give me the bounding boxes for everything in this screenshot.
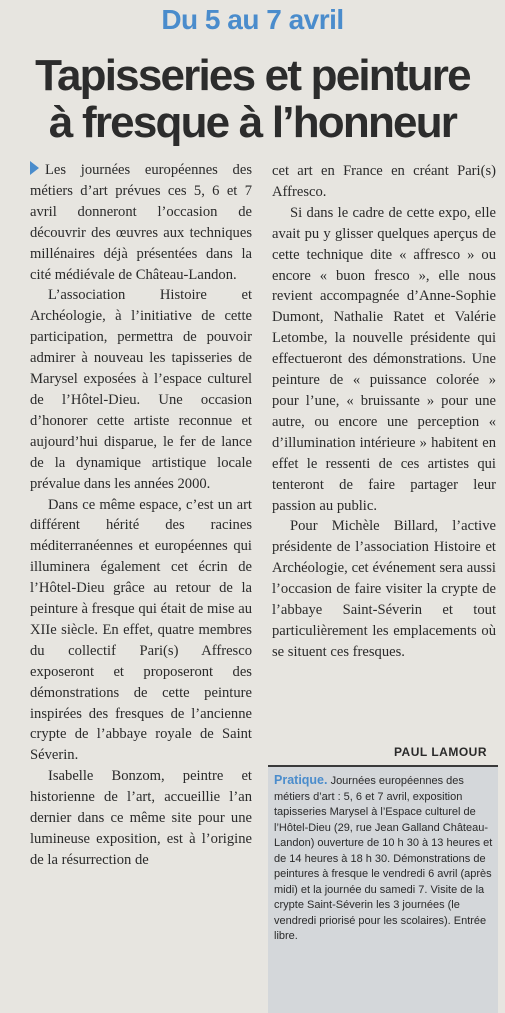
paragraph: cet art en France en créant Pari(s) Affresco. [272, 163, 496, 200]
paragraph: L’association Histoire et Archéologie, à l’initiative de cette participation, permettra de pouvoir admirer à nouveau les tapisseries de Marysel exposées à l’espace culturel de l’Hôtel-Dieu. Une occasion d’honorer cette artiste reconnue et aujourd’hui disparue, le fer de lance de la dynamique artistique locale prévalue dans les années 2000. [30, 287, 252, 492]
paragraph [30, 160, 252, 285]
info-box [268, 765, 498, 1013]
left-column [30, 160, 252, 871]
triangle-bullet-icon [30, 161, 39, 175]
paragraph: Dans ce même espace, c’est un art différent hérité des racines méditerranéennes et européennes qui illuminera également cet écrin de l’Hôtel-Dieu grâce au retour de la peinture à fresque qui était de mise au XIIe siècle. En effet, quatre membres du collectif Pari(s) Affresco exposeront et proposeront des démonstrations de cette peinture inspirées des fresques de l’ancienne crypte de l’abbaye royale de Saint Séverin. [30, 496, 252, 764]
headline [10, 52, 495, 146]
headline-line-1: Tapisseries et peinture [35, 51, 470, 100]
right-column [272, 161, 496, 663]
author-byline: PAUL LAMOUR [393, 745, 487, 759]
paragraph: Pour Michèle Billard, l’active présidente de l’association Histoire et Archéologie, cet événement sera aussi l’occasion de faire visiter la crypte de l’abbaye Saint-Séverin et tout particulièrement les emplacements où se situent ces fresques. [272, 518, 496, 660]
info-text: Journées européennes des métiers d’art : 5, 6 et 7 avril, exposition tapisseries Marysel à l’Espace culturel de l’Hôtel-Dieu (29, rue Jean Galland Château-Landon) ouverture de 10 h 30 à 13 heures et de 14 heures à 18 h 30. Démonstrations de peintures à fresque le vendredi 6 avril (après midi) et la journée du samedi 7. Visite de la crypte Saint-Séverin les 3 journées (le vendredi priorisé pour les scolaires). Entrée libre. [274, 775, 493, 942]
paragraph: Isabelle Bonzom, peintre et historienne de l’art, accueillie l’an dernier dans ce même site pour une lumineuse exposition, est à l’origine de la résurrection de [30, 768, 252, 868]
info-label: Pratique. [274, 773, 328, 787]
headline-line-2: à fresque à l’honneur [48, 98, 457, 147]
kicker-date: Du 5 au 7 avril [161, 4, 344, 35]
paragraph: Si dans le cadre de cette expo, elle avait pu y glisser quelques aperçus de cette technique dite « affresco » ou encore « buon fresco », elle nous revient accompagnée d’Anne-Sophie Dumont, Nathalie Ratet et Valérie Letombe, la nouvelle présidente qui effectueront des démonstrations. Une peinture de « puissance colorée » pour l’une, « bruissante » pour une autre, ou encore une perception « d’illumination intérieure » habitent en effet le ressenti de ces artistes qui tenteront de faire partager leur passion au public. [272, 204, 496, 514]
paragraph-text: Les journées européennes des métiers d’art prévues ces 5, 6 et 7 avril donneront l’occasion de découvrir des œuvres aux techniques millénaires déjà présentées dans la cité médiévale de Château-Landon. [30, 162, 252, 283]
